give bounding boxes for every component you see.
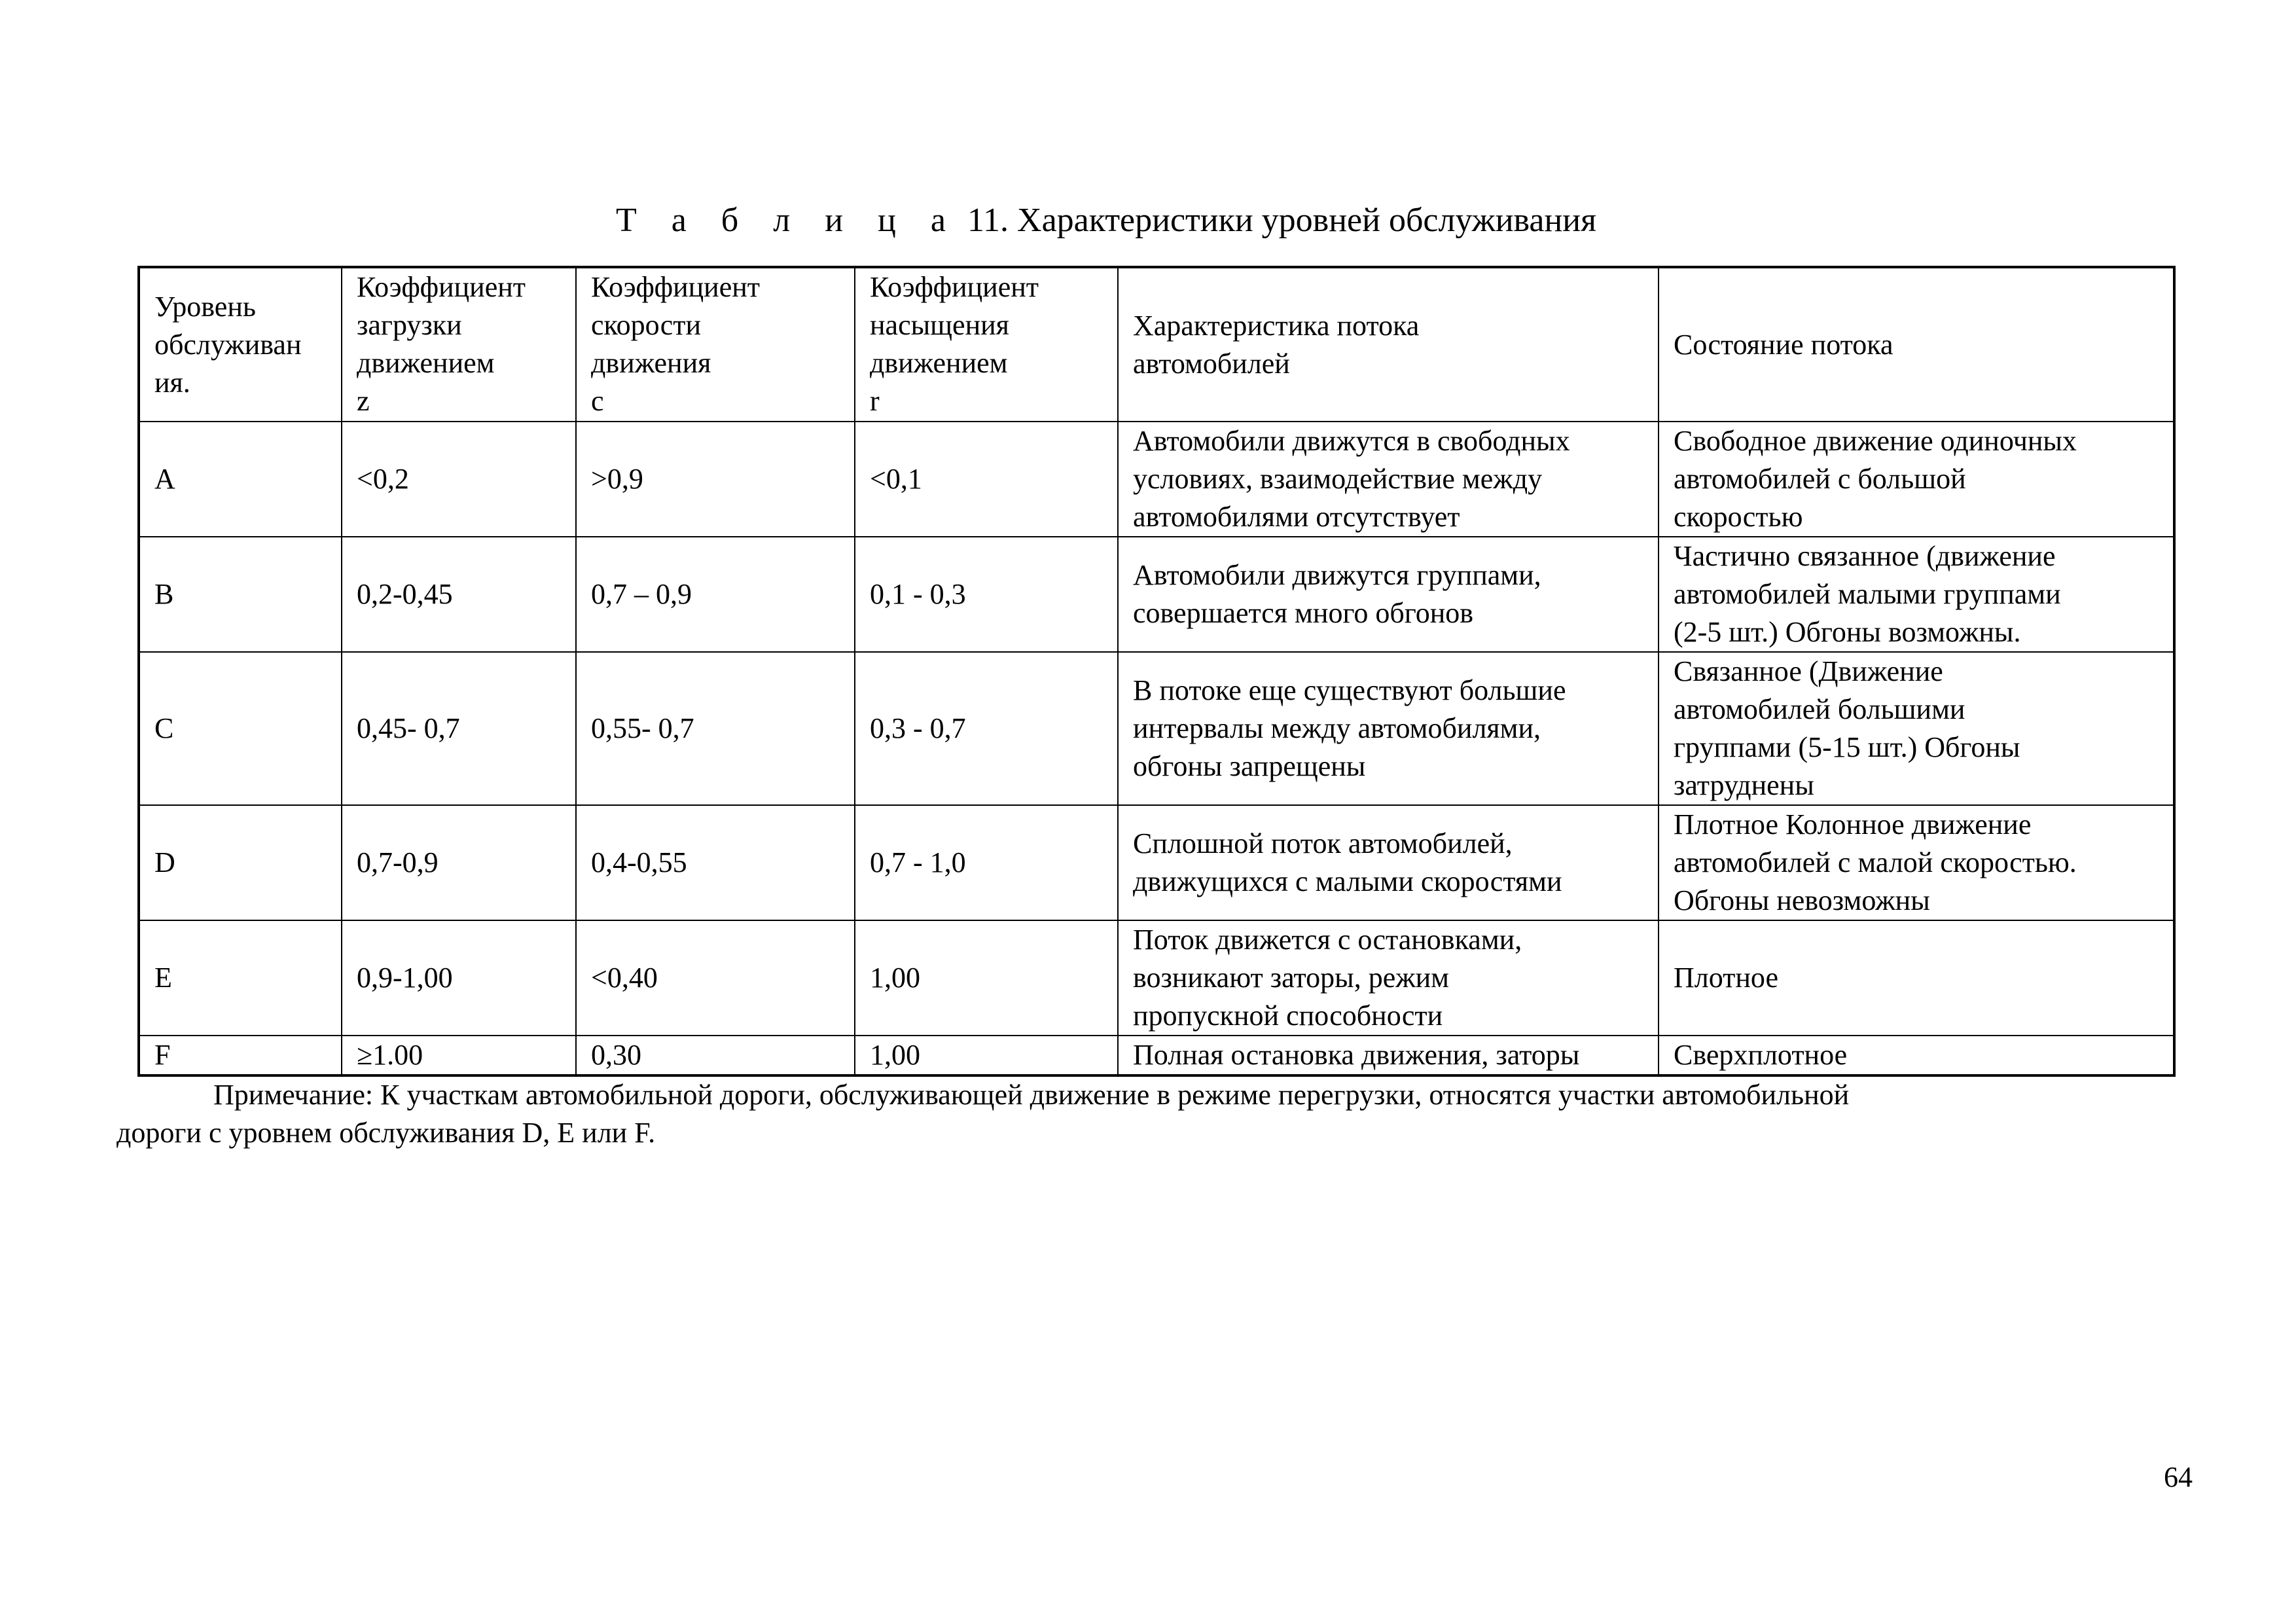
table-row — [139, 920, 2174, 1036]
z-cell: 0,9-1,00 — [342, 920, 576, 1036]
flow-text: Автомобили движутся в свободных условиях, взаимодействие между автомобилями отсутствует — [1133, 425, 1570, 533]
z-cell: <0,2 — [342, 422, 576, 537]
z-cell: 0,7-0,9 — [342, 805, 576, 920]
table-row — [139, 805, 2174, 920]
c-cell: <0,40 — [576, 920, 855, 1036]
flow-cell — [1118, 422, 1659, 537]
page-number: 64 — [2164, 1461, 2193, 1493]
c-cell: 0,55- 0,7 — [576, 652, 855, 805]
state-text: Свободное движение одиночных автомобилей с большой скоростью — [1674, 425, 2077, 533]
table-row — [139, 1036, 2174, 1075]
state-text: Связанное (Движение автомобилей большими группами (5-15 шт.) Обгоны затруднены — [1674, 655, 2020, 801]
flow-text: В потоке еще существуют большие интервалы между автомобилями, обгоны запрещены — [1133, 674, 1566, 782]
state-text: Плотное — [1674, 962, 1778, 994]
r-cell: 0,7 - 1,0 — [855, 805, 1118, 920]
header-state-text: Состояние потока — [1674, 328, 1893, 361]
z-cell: 0,45- 0,7 — [342, 652, 576, 805]
table-title-text: 11. Характеристики уровней обслуживания — [958, 202, 1597, 239]
header-cell-level — [139, 267, 342, 422]
level-cell: Е — [139, 920, 342, 1036]
z-cell: ≥1.00 — [342, 1036, 576, 1075]
note-line-1: Примечание: К участкам автомобильной дороги, обслуживающей движение в режиме перегрузки, относятся участки автомобильной — [213, 1079, 1850, 1111]
r-cell: <0,1 — [855, 422, 1118, 537]
state-text: Плотное Колонное движение автомобилей с малой скоростью. Обгоны невозможны — [1674, 808, 2077, 916]
header-z-text: Коэффициент загрузки движением z — [357, 271, 526, 417]
r-cell: 0,3 - 0,7 — [855, 652, 1118, 805]
state-cell — [1659, 652, 2174, 805]
z-cell: 0,2-0,45 — [342, 537, 576, 652]
header-c-text: Коэффициент скорости движения с — [591, 271, 761, 417]
header-cell-state — [1659, 267, 2174, 422]
flow-text: Полная остановка движения, заторы — [1133, 1039, 1580, 1071]
state-cell — [1659, 1036, 2174, 1075]
header-cell-flow — [1118, 267, 1659, 422]
note-line-2: дороги с уровнем обслуживания D, E или F. — [117, 1117, 656, 1149]
header-r-text: Коэффициент насыщения движением r — [870, 271, 1039, 417]
flow-cell — [1118, 1036, 1659, 1075]
flow-text: Автомобили движутся группами, совершается много обгонов — [1133, 559, 1541, 629]
level-cell: D — [139, 805, 342, 920]
table-title-prefix: Т а б л и ц а — [615, 202, 959, 239]
flow-cell — [1118, 652, 1659, 805]
state-cell — [1659, 920, 2174, 1036]
table-row — [139, 537, 2174, 652]
level-cell: В — [139, 537, 342, 652]
flow-text: Сплошной поток автомобилей, движущихся с малыми скоростями — [1133, 827, 1562, 897]
c-cell: 0,30 — [576, 1036, 855, 1075]
level-cell: С — [139, 652, 342, 805]
header-cell-c — [576, 267, 855, 422]
state-cell — [1659, 537, 2174, 652]
state-cell — [1659, 805, 2174, 920]
c-cell: 0,7 – 0,9 — [576, 537, 855, 652]
flow-cell — [1118, 805, 1659, 920]
r-cell: 1,00 — [855, 1036, 1118, 1075]
state-text: Частично связанное (движение автомобилей малыми группами (2-5 шт.) Обгоны возможны. — [1674, 540, 2061, 648]
header-cell-r — [855, 267, 1118, 422]
level-cell: А — [139, 422, 342, 537]
header-cell-z — [342, 267, 576, 422]
r-cell: 1,00 — [855, 920, 1118, 1036]
table-row — [139, 652, 2174, 805]
header-flow-text: Характеристика потока автомобилей — [1133, 309, 1420, 380]
table-note — [117, 1076, 2198, 1152]
header-level-text: Уровень обслуживан ия. — [154, 290, 302, 399]
state-text: Сверхплотное — [1674, 1039, 1848, 1071]
state-cell — [1659, 422, 2174, 537]
table-header-row — [139, 267, 2174, 422]
flow-cell — [1118, 537, 1659, 652]
level-cell: F — [139, 1036, 342, 1075]
c-cell: 0,4-0,55 — [576, 805, 855, 920]
c-cell: >0,9 — [576, 422, 855, 537]
table-row — [139, 422, 2174, 537]
flow-text: Поток движется с остановками, возникают заторы, режим пропускной способности — [1133, 924, 1522, 1032]
table-title — [0, 198, 2212, 244]
r-cell: 0,1 - 0,3 — [855, 537, 1118, 652]
service-levels-table — [137, 266, 2176, 1077]
flow-cell — [1118, 920, 1659, 1036]
